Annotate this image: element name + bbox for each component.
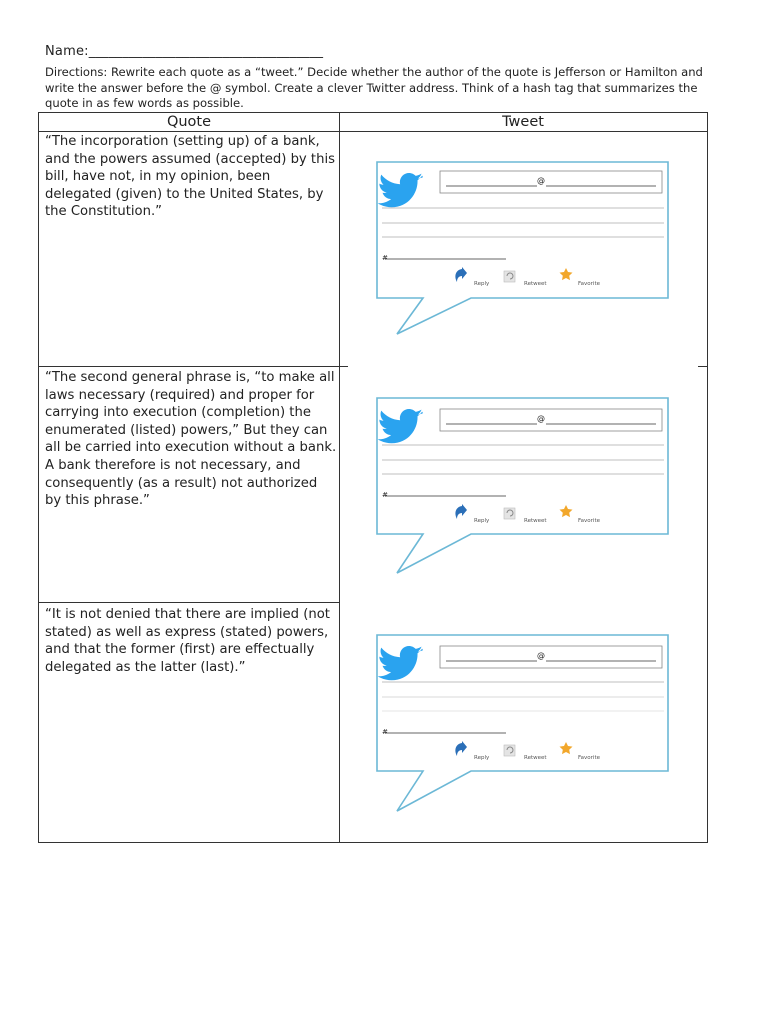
favorite-label: Favorite [578, 518, 600, 524]
tweet-card [376, 161, 672, 339]
quote-text: “The incorporation (setting up) of a bank, and the powers assumed (accepted) by this bill, have not, in my opinion, been delegated (given) to the United States, by the Constitution.” [45, 134, 335, 220]
tweet-column-header: Tweet [502, 114, 544, 130]
retweet-icon [504, 508, 515, 519]
retweet-label: Retweet [524, 281, 547, 287]
name-line[interactable]: Name:___________________________________ [45, 44, 324, 59]
retweet-icon [504, 745, 515, 756]
retweet-icon [504, 271, 515, 282]
at-symbol: @ [537, 176, 545, 185]
retweet-label: Retweet [524, 518, 547, 524]
reply-label: Reply [474, 755, 490, 761]
hash-symbol: # [382, 728, 388, 736]
tweet-card [376, 397, 672, 577]
hash-symbol: # [382, 491, 388, 499]
quote-text: “The second general phrase is, “to make all laws necessary (required) and proper for carrying into execution (completion) the enumerated (listed) powers,” But they can all be carried into execution without a bank. A bank therefore is not necessary, and consequently (as a result) not authorized by this phrase.” [45, 370, 337, 509]
hash-symbol: # [382, 254, 388, 262]
reply-label: Reply [474, 518, 490, 524]
worksheet-table [38, 112, 708, 843]
quote-text: “It is not denied that there are implied (not stated) as well as express (stated) powers, and that the former (first) are effectually delegated as the latter (last).” [45, 607, 330, 675]
tweet-card [376, 634, 672, 816]
at-symbol: @ [537, 651, 545, 660]
favorite-label: Favorite [578, 281, 600, 287]
at-symbol: @ [537, 414, 545, 423]
reply-label: Reply [474, 281, 490, 287]
directions-text: Directions: Rewrite each quote as a “tweet.” Decide whether the author of the quote is Jefferson or Hamilton and write the answer before the @ symbol. Create a clever Twitter address. Think of a hash tag that summarizes the quote in as few words as possible. [45, 65, 703, 110]
quote-column-header: Quote [166, 114, 212, 130]
favorite-label: Favorite [578, 755, 600, 761]
retweet-label: Retweet [524, 755, 547, 761]
